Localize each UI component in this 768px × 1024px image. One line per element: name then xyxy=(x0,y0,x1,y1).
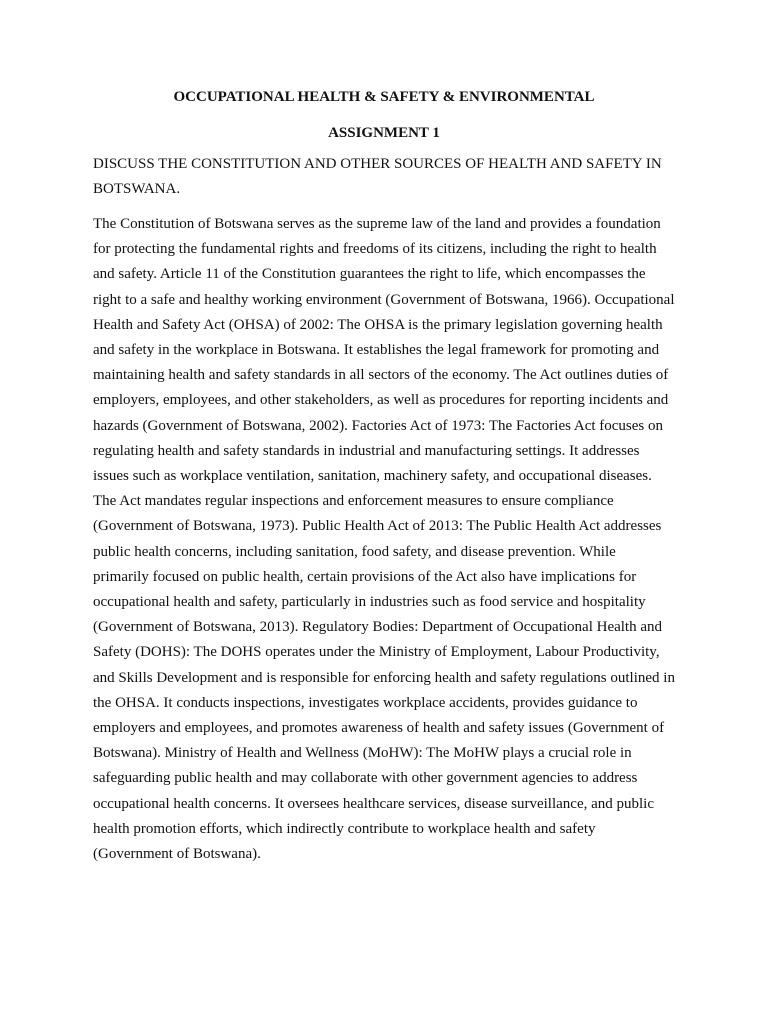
document-title: OCCUPATIONAL HEALTH & SAFETY & ENVIRONMENTAL xyxy=(173,89,595,105)
assignment-question: DISCUSS THE CONSTITUTION AND OTHER SOURCES OF HEALTH AND SAFETY IN BOTSWANA. xyxy=(93,156,662,197)
assignment-heading: ASSIGNMENT 1 xyxy=(328,125,440,141)
body-paragraph: The Constitution of Botswana serves as the supreme law of the land and provides a foundation for protecting the fundamental rights and freedoms of its citizens, including the right to health and safety. Article 11 of the Constitution guarantees the right to life, which encompasses the right to a safe and healthy working environment (Government of Botswana, 1966). Occupational Health and Safety Act (OHSA) of 2002: The OHSA is the primary legislation governing health and safety in the workplace in Botswana. It establishes the legal framework for promoting and maintaining health and safety standards in all sectors of the economy. The Act outlines duties of employers, employees, and other stakeholders, as well as procedures for reporting incidents and hazards (Government of Botswana, 2002). Factories Act of 1973: The Factories Act focuses on regulating health and safety standards in industrial and manufacturing settings. It addresses issues such as workplace ventilation, sanitation, machinery safety, and occupational diseases. The Act mandates regular inspections and enforcement measures to ensure compliance (Government of Botswana, 1973). Public Health Act of 2013: The Public Health Act addresses public health concerns, including sanitation, food safety, and disease prevention. While primarily focused on public health, certain provisions of the Act also have implications for occupational health and safety, particularly in industries such as food service and hospitality (Government of Botswana, 2013). Regulatory Bodies: Department of Occupational Health and Safety (DOHS): The DOHS operates under the Ministry of Employment, Labour Productivity, and Skills Development and is responsible for enforcing health and safety regulations outlined in the OHSA. It conducts inspections, investigates workplace accidents, provides guidance to employers and employees, and promotes awareness of health and safety issues (Government of Botswana). Ministry of Health and Wellness (MoHW): The MoHW plays a crucial role in safeguarding public health and may collaborate with other government agencies to address occupational health concerns. It oversees healthcare services, disease surveillance, and public health promotion efforts, which indirectly contribute to workplace health and safety (Government of Botswana). xyxy=(93,216,675,863)
